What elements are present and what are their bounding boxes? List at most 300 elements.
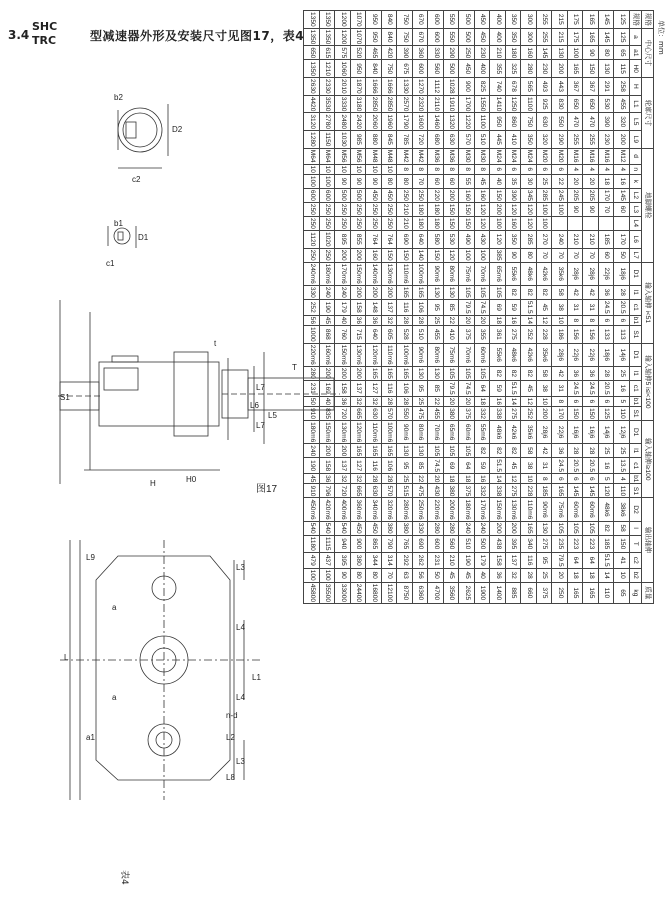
table-cell: 130 — [428, 285, 444, 299]
table-cell: 200 — [320, 366, 336, 380]
table-cell: 12100 — [382, 582, 398, 603]
table-cell: 82 — [521, 366, 537, 380]
table-cell: 830 — [552, 95, 568, 113]
table-cell: 228 — [521, 484, 537, 498]
table-row — [583, 11, 599, 604]
table-cell: 90m6 — [413, 343, 429, 366]
table-cell: 90 — [335, 568, 351, 582]
table-cell: 28 — [413, 315, 429, 325]
table-cell: 36 — [583, 366, 599, 380]
table-cell: 350 — [506, 11, 522, 29]
table-cell: 58 — [537, 366, 553, 380]
table-cell: 1666 — [366, 78, 382, 96]
table-cell: 250 — [366, 216, 382, 230]
group-header-row — [642, 11, 654, 604]
table-cell: 20 — [552, 568, 568, 582]
table-cell: 16 — [475, 474, 491, 484]
table-cell: 1250 — [506, 95, 522, 113]
table-cell: 6 — [568, 396, 584, 406]
table-cell: 25 — [428, 315, 444, 325]
table-cell: 90m6 — [428, 262, 444, 285]
table-cell: M24 — [506, 148, 522, 164]
table-cell: 290 — [552, 131, 568, 149]
table-cell: 24400 — [351, 582, 367, 603]
table-cell: 28 — [583, 444, 599, 458]
table-cell: 50 — [304, 396, 320, 406]
table-cell: 665 — [351, 407, 367, 421]
column-header: b1 — [630, 315, 642, 325]
column-header: l — [630, 521, 642, 535]
column-header: b2 — [630, 568, 642, 582]
table-cell: 880 — [366, 131, 382, 149]
table-cell: 240 — [335, 285, 351, 299]
table-cell: 2110 — [428, 95, 444, 113]
column-header: n — [630, 164, 642, 174]
table-cell: M30 — [475, 148, 491, 164]
table-cell: 30 — [521, 174, 537, 188]
table-cell: 1400 — [490, 582, 506, 603]
table-cell: 58 — [552, 285, 568, 299]
table-cell: 120 — [444, 248, 460, 262]
table-cell: 200 — [351, 248, 367, 262]
table-cell: M56 — [351, 148, 367, 164]
table-cell: 250 — [320, 202, 336, 216]
table-cell: 223 — [568, 535, 584, 552]
table-cell: 42k6 — [521, 343, 537, 366]
table-cell: 150 — [568, 407, 584, 421]
table-cell: 220m6 — [304, 343, 320, 366]
table-cell: 185 — [599, 230, 615, 248]
table-cell: 510 — [413, 326, 429, 344]
table-cell: 55k6 — [506, 262, 522, 285]
column-header: L2 — [630, 188, 642, 202]
table-cell: 255 — [583, 131, 599, 149]
table-cell: 150 — [583, 60, 599, 78]
table-cell: 120 — [490, 230, 506, 248]
table-cell: 291 — [599, 78, 615, 96]
table-cell: 280m6 — [397, 498, 413, 521]
table-cell: 4 — [614, 164, 630, 174]
table-cell: 530 — [599, 95, 615, 113]
table-cell: 4 — [599, 164, 615, 174]
table-cell: 1100 — [521, 95, 537, 113]
column-header: c1 — [630, 458, 642, 474]
column-header: c2 — [630, 552, 642, 568]
dim-label: a — [112, 603, 117, 612]
group-header: 轮廓尺寸 — [642, 78, 654, 149]
figure-caption: 图17 — [256, 484, 278, 495]
table-cell: 116 — [382, 380, 398, 396]
group-header: 输入轴伸 i<51 — [642, 262, 654, 343]
table-cell: 70 — [552, 248, 568, 262]
dim-label: D2 — [172, 125, 183, 134]
table-cell: 950 — [351, 60, 367, 78]
table-cell: 250 — [335, 216, 351, 230]
table-cell: 650 — [568, 95, 584, 113]
table-cell: 185 — [599, 535, 615, 552]
dim-label: L — [64, 653, 69, 662]
table-cell: 190 — [320, 299, 336, 315]
table-cell: 190 — [304, 458, 320, 474]
table-cell: M20 — [552, 148, 568, 164]
table-cell: 22j6 — [599, 262, 615, 285]
table-cell: 2570 — [397, 95, 413, 113]
table-cell: 210 — [444, 552, 460, 568]
table-cell: 630 — [444, 131, 460, 149]
table-cell: 445 — [490, 131, 506, 149]
table-cell: 1900 — [475, 582, 491, 603]
table-cell: 51.5 — [599, 552, 615, 568]
table-row — [599, 11, 615, 604]
table-cell: 110 — [614, 407, 630, 421]
table-cell: 600 — [428, 28, 444, 46]
table-cell: 1030 — [335, 131, 351, 149]
table-cell: 6 — [552, 164, 568, 174]
table-cell: 28j6 — [568, 262, 584, 285]
table-cell: 670 — [413, 11, 429, 29]
table-cell: 165 — [366, 366, 382, 380]
table-cell: 65 — [614, 46, 630, 60]
table-cell: 158 — [320, 458, 336, 474]
table-cell: 180m6 — [459, 498, 475, 521]
table-cell: 8 — [413, 164, 429, 174]
table-cell: 2630 — [304, 78, 320, 96]
table-cell: 764 — [382, 230, 398, 248]
table-cell: 90 — [583, 46, 599, 60]
table-cell: 90 — [351, 174, 367, 188]
table-cell: 150 — [583, 407, 599, 421]
table-cell: 165 — [413, 285, 429, 299]
table-cell: 120 — [599, 484, 615, 498]
column-header: H0 — [630, 60, 642, 78]
table-cell: 105 — [444, 444, 460, 458]
table-cell: 6360 — [413, 582, 429, 603]
table-cell: 20 — [568, 174, 584, 188]
table-row — [382, 11, 398, 604]
table-cell: 6 — [599, 315, 615, 325]
table-cell: 479 — [304, 552, 320, 568]
table-cell: 58 — [521, 444, 537, 458]
column-header: 规格 — [630, 11, 642, 29]
table-cell: M36 — [444, 148, 460, 164]
column-header: D1 — [630, 421, 642, 444]
table-cell: 910 — [304, 407, 320, 421]
table-cell: 20.5 — [583, 458, 599, 474]
dim-label: D1 — [138, 233, 149, 242]
table-cell: 150 — [428, 248, 444, 262]
table-cell: 490 — [459, 230, 475, 248]
table-cell: 270 — [537, 230, 553, 248]
table-cell: 1666 — [382, 78, 398, 96]
table-cell: 438 — [490, 535, 506, 552]
table-row — [444, 11, 460, 604]
dim-label: L3 — [236, 757, 245, 766]
table-cell: 8 — [475, 164, 491, 174]
table-cell: 332 — [475, 484, 491, 498]
table-cell: 1200 — [335, 11, 351, 29]
group-header: 输入轴伸i≥100 — [642, 421, 654, 498]
table-cell: 580 — [428, 230, 444, 248]
table-cell: 560 — [444, 535, 460, 552]
table-cell: 1350 — [304, 11, 320, 29]
table-cell: 45 — [444, 568, 460, 582]
table-cell: 1600 — [413, 113, 429, 131]
dimension-table — [304, 10, 655, 604]
table-cell: 28 — [382, 396, 398, 406]
table-cell: 160 — [506, 216, 522, 230]
table-cell: 250 — [320, 216, 336, 230]
table-cell: 95 — [537, 552, 553, 568]
table-cell: 100 — [568, 46, 584, 60]
table-cell: 48k6 — [506, 343, 522, 366]
table-cell: 400m6 — [335, 498, 351, 521]
dim-label: T — [292, 363, 297, 372]
table-cell: 90 — [506, 248, 522, 262]
table-cell: M36 — [428, 148, 444, 164]
table-cell: 455 — [428, 407, 444, 421]
table-cell: 280 — [444, 521, 460, 535]
dim-label: b1 — [114, 219, 123, 228]
table-cell: 70m6 — [428, 421, 444, 444]
table-cell: 20 — [459, 396, 475, 406]
table-cell: 1112 — [428, 78, 444, 96]
table-cell: 150 — [444, 216, 460, 230]
table-cell: 2780 — [320, 113, 336, 131]
table-cell: 230 — [599, 131, 615, 149]
table-cell: 140m6 — [366, 262, 382, 285]
table-cell: 600 — [428, 11, 444, 29]
table-cell: 530 — [444, 230, 460, 248]
table-cell: 740 — [490, 78, 506, 96]
table-cell: 75m6 — [459, 262, 475, 285]
table-cell: 165 — [351, 444, 367, 458]
table-cell: 90m6 — [397, 421, 413, 444]
table-cell: 6 — [568, 474, 584, 484]
table-cell: 40 — [490, 174, 506, 188]
table-cell: 82 — [599, 521, 615, 535]
table-cell: 630 — [366, 407, 382, 421]
table-cell: 28j6 — [583, 262, 599, 285]
table-cell: 950 — [490, 113, 506, 131]
table-cell: 380 — [444, 407, 460, 421]
table-cell: 110m6 — [521, 498, 537, 521]
table-cell: 59 — [490, 380, 506, 396]
table-cell: 82 — [475, 444, 491, 458]
table-cell: 764 — [366, 230, 382, 248]
table-cell: 455 — [428, 326, 444, 344]
table-cell: 32 — [351, 474, 367, 484]
table-cell: 165 — [382, 444, 398, 458]
table-cell: 355 — [475, 326, 491, 344]
table-cell: 420m6 — [320, 498, 336, 521]
table-row — [413, 11, 429, 604]
table-cell: 100m6 — [413, 262, 429, 285]
dim-label: c1 — [106, 259, 115, 268]
table-cell: 510 — [459, 535, 475, 552]
table-cell: 55k6 — [490, 343, 506, 366]
table-cell: 31 — [583, 299, 599, 315]
table-cell: 38k6 — [614, 498, 630, 521]
table-cell: 150 — [444, 202, 460, 216]
table-cell: 85 — [413, 458, 429, 474]
table-cell: 240 — [552, 230, 568, 248]
table-cell: 400 — [490, 11, 506, 29]
table-cell: 360m6 — [351, 498, 367, 521]
table-cell: 570 — [382, 484, 398, 498]
table-cell: 255 — [537, 11, 553, 29]
table-cell: 28 — [521, 568, 537, 582]
table-cell: M48 — [382, 148, 398, 164]
table-cell: 1460 — [428, 113, 444, 131]
table-cell: 200 — [490, 202, 506, 216]
table-cell: 82 — [506, 285, 522, 299]
table-cell: 156 — [568, 326, 584, 344]
table-cell: 185 — [537, 484, 553, 498]
table-cell: 16j6 — [568, 421, 584, 444]
table-cell: 600 — [428, 535, 444, 552]
table-cell: 430 — [475, 230, 491, 248]
column-header: S1 — [630, 407, 642, 421]
table-cell: M16 — [568, 148, 584, 164]
table-cell: 116 — [366, 458, 382, 474]
table-cell: 137 — [382, 299, 398, 315]
table-cell: 395 — [335, 552, 351, 568]
group-header: 规格 — [642, 11, 654, 29]
table-cell: 245 — [552, 188, 568, 202]
table-cell: 120 — [506, 202, 522, 216]
table-cell: M24 — [521, 148, 537, 164]
table-cell: 250 — [351, 216, 367, 230]
table-cell: 6 — [583, 396, 599, 406]
table-cell: 36 — [366, 315, 382, 325]
table-cell: 1060 — [335, 60, 351, 78]
table-cell: 90m6 — [537, 498, 553, 521]
table-cell: 18 — [599, 174, 615, 188]
table-cell: 840 — [382, 11, 398, 29]
table-cell: M20 — [537, 148, 553, 164]
table-row — [366, 11, 382, 604]
table-cell: 231 — [428, 552, 444, 568]
table-row — [320, 11, 336, 604]
dim-label: c2 — [132, 175, 141, 184]
table-cell: 69 — [444, 458, 460, 474]
table-cell: 28 — [397, 396, 413, 406]
table-cell: 45 — [521, 380, 537, 396]
table-cell: 95 — [413, 380, 429, 396]
table-cell: 475 — [413, 407, 429, 421]
table-cell: 200 — [320, 444, 336, 458]
table-cell: 367 — [583, 78, 599, 96]
table-cell: 160 — [475, 188, 491, 202]
table-cell: 1220 — [459, 113, 475, 131]
table-cell: 110m6 — [382, 343, 398, 366]
table-cell: 1350 — [320, 11, 336, 29]
table-cell: 90 — [583, 202, 599, 216]
table-row — [614, 11, 630, 604]
table-cell: 148 — [366, 299, 382, 315]
table-cell: 210 — [490, 46, 506, 60]
column-header: D1 — [630, 343, 642, 366]
table-cell: 16 — [614, 174, 630, 188]
column-header: D2 — [630, 498, 642, 521]
table-cell: 223 — [583, 535, 599, 552]
table-cell: 36 — [568, 366, 584, 380]
table-cell: 1550 — [475, 95, 491, 113]
dim-label: L4 — [236, 623, 245, 632]
table-cell: 70 — [599, 202, 615, 216]
table-cell: 158 — [351, 299, 367, 315]
table-cell: 110m6 — [366, 421, 382, 444]
table-cell: 3530 — [320, 95, 336, 113]
table-cell: 65 — [614, 582, 630, 603]
table-cell: 200 — [351, 366, 367, 380]
dim-label: b2 — [114, 93, 123, 102]
table-cell: 42 — [537, 444, 553, 458]
table-cell: 285 — [537, 188, 553, 202]
table-cell: 130 — [537, 521, 553, 535]
table-cell: 500 — [459, 28, 475, 46]
table-cell: 100m6 — [382, 421, 398, 444]
table-cell: 630 — [366, 484, 382, 498]
dim-label: L7 — [256, 421, 265, 430]
table-cell: 60 — [428, 174, 444, 188]
table-cell: 320m6 — [382, 498, 398, 521]
table-cell: 50 — [614, 248, 630, 262]
table-cell: 12 — [537, 315, 553, 325]
table-cell: 28 — [614, 285, 630, 299]
table-cell: 2320 — [413, 95, 429, 113]
dim-label: n-d — [226, 711, 238, 720]
table-cell: 205 — [583, 188, 599, 202]
table-cell: 14 — [506, 396, 522, 406]
table-cell: 55m6 — [475, 421, 491, 444]
table-cell: 300 — [521, 28, 537, 46]
table-cell: 785 — [397, 131, 413, 149]
table-cell: 125 — [614, 28, 630, 46]
table-cell: 35k6 — [521, 421, 537, 444]
table-cell: 70 — [382, 568, 398, 582]
table-cell: 70m6 — [475, 262, 491, 285]
table-cell: 20.5 — [599, 380, 615, 396]
table-cell: 90 — [335, 174, 351, 188]
table-cell: 14 — [521, 315, 537, 325]
table-cell: 540 — [335, 521, 351, 535]
table-cell: 137 — [335, 458, 351, 474]
table-cell: 165 — [397, 366, 413, 380]
table-cell: 560 — [428, 60, 444, 78]
table-cell: 170 — [552, 407, 568, 421]
table-cell: 835 — [320, 407, 336, 421]
table-cell: 35k6 — [552, 262, 568, 285]
table-cell: 400 — [490, 28, 506, 46]
table-cell: 120m6 — [351, 421, 367, 444]
table-cell: 338 — [490, 484, 506, 498]
table-cell: 215 — [552, 28, 568, 46]
table-cell: 105 — [475, 285, 491, 299]
table-cell: 18 — [490, 315, 506, 325]
table-cell: 8 — [444, 164, 460, 174]
table-cell: 630 — [537, 113, 553, 131]
table-cell: 1960 — [382, 113, 398, 131]
table-cell: 165 — [583, 28, 599, 46]
table-cell: 1870 — [351, 78, 367, 96]
table-cell: 1028 — [444, 78, 460, 96]
table-cell: 493 — [537, 78, 553, 96]
table-cell: 250 — [413, 188, 429, 202]
table-cell: 28 — [397, 315, 413, 325]
table-cell: 1910 — [444, 95, 460, 113]
table-cell: 410 — [444, 326, 460, 344]
